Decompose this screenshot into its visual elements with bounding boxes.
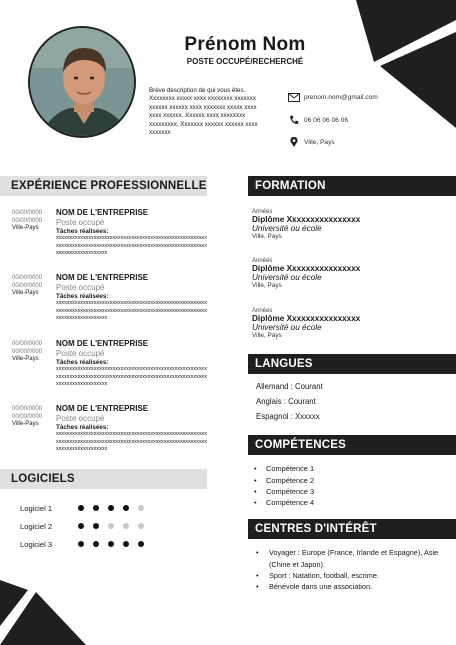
start-date: 00/00/0000 (12, 341, 43, 347)
contact-email (286, 93, 378, 102)
experience-dates (12, 275, 42, 298)
education-city: Ville, Pays (252, 332, 282, 339)
start-date: 00/00/0000 (12, 210, 43, 216)
skill-label: Compétence 4 (266, 498, 315, 507)
company-name: NOM DE L'ENTREPRISE (56, 404, 149, 413)
rating-dot-filled (93, 523, 99, 529)
experience-heading: EXPÉRIENCE PROFESSIONNELLE (0, 176, 207, 196)
experience-city: Ville-Pays (12, 290, 39, 296)
bullet-icon: • (256, 548, 259, 557)
languages-heading: LANGUES (248, 354, 456, 374)
language-item: Anglais : Courant (256, 397, 316, 406)
experience-city: Ville-Pays (12, 421, 39, 427)
experience-dates (12, 341, 42, 364)
skill-item (254, 498, 314, 507)
phone-icon (286, 115, 302, 125)
education-year: Années (252, 209, 273, 215)
profile-photo (28, 26, 136, 138)
bullet-icon: • (254, 476, 257, 485)
skill-label: Compétence 3 (266, 487, 315, 496)
education-heading: FORMATION (248, 176, 456, 196)
interest-item (256, 547, 442, 570)
tasks-text: xxxxxxxxxxxxxxxxxxxxxxxxxxxxxxxxxxxxxxxxxxxxxxxxxxxxxxxxxxxxxxxxxxxxxxxxxxxxxxxxxxxxxxxxxxxxxxxxxxxxxxxxxxxxxxxxxxxxxxxxxxxxxxxxxxx (56, 366, 207, 388)
end-date: 00/00/0000 (12, 348, 43, 355)
rating-dot-filled (78, 523, 84, 529)
tasks-text: xxxxxxxxxxxxxxxxxxxxxxxxxxxxxxxxxxxxxxxxxxxxxxxxxxxxxxxxxxxxxxxxxxxxxxxxxxxxxxxxxxxxxxxxxxxxxxxxxxxxxxxxxxxxxxxxxxxxxxxxxxxxxxxxxxx (56, 235, 207, 257)
interest-label: Sport : Natation, football, escrime. (269, 571, 379, 580)
end-date: 00/00/0000 (12, 217, 43, 224)
full-name: Prénom Nom (184, 34, 306, 55)
education-item (252, 258, 442, 289)
experience-city: Ville-Pays (12, 225, 39, 231)
bullet-icon: • (256, 571, 259, 580)
tasks-text: xxxxxxxxxxxxxxxxxxxxxxxxxxxxxxxxxxxxxxxxxxxxxxxxxxxxxxxxxxxxxxxxxxxxxxxxxxxxxxxxxxxxxxxxxxxxxxxxxxxxxxxxxxxxxxxxxxxxxxxxxxxxxxxxxxx (56, 300, 207, 322)
software-name: Logiciel 2 (20, 522, 53, 531)
bullet-icon: • (256, 582, 259, 591)
skill-label: Compétence 1 (266, 464, 315, 473)
start-date: 00/00/0000 (12, 406, 43, 412)
job-role: Poste occupé (56, 414, 105, 423)
contact-phone (286, 115, 348, 125)
job-role: Poste occupé (56, 218, 105, 227)
bullet-icon: • (254, 487, 257, 496)
interest-item (256, 581, 442, 593)
end-date: 00/00/0000 (12, 413, 43, 420)
language-item: Allemand : Courant (256, 382, 323, 391)
phone-text: 06 06 06 06 06 (304, 116, 348, 124)
location-text: Ville, Pays (304, 138, 335, 146)
education-city: Ville, Pays (252, 282, 282, 289)
experience-dates (12, 210, 42, 233)
company-name: NOM DE L'ENTREPRISE (56, 208, 149, 217)
profile-description: Brève description de qui vous êtes. Xxxxxxxx xxxxx xxxx xxxxxxxx xxxxxxx xxxxxx xxxxxx xxxx xxxxxxx xxxxx xxxx xxxx xxxxxx. Xxxxxx xxxx xxxxxxxx xxxxxxxxx. Xxxxxxx xxxxxx xxxxxx xxxx xxxxxxx (149, 87, 258, 137)
job-title: POSTE OCCUPÉ/RECHERCHÉ (186, 57, 304, 66)
software-heading: LOGICIELS (0, 469, 207, 489)
education-item (252, 308, 442, 339)
start-date: 00/00/0000 (12, 275, 43, 281)
rating-dot-filled (108, 541, 114, 547)
education-school: Université ou école (252, 323, 322, 332)
education-school: Université ou école (252, 224, 322, 233)
envelope-icon (286, 93, 302, 102)
skill-label: Compétence 2 (266, 476, 315, 485)
rating-dot-empty (138, 523, 144, 529)
bullet-icon: • (254, 464, 257, 473)
interests-heading: CENTRES D'INTÉRÊT (248, 519, 456, 539)
rating-dot-filled (108, 505, 114, 511)
rating-dot-filled (93, 505, 99, 511)
end-date: 00/00/0000 (12, 282, 43, 289)
company-name: NOM DE L'ENTREPRISE (56, 273, 149, 282)
rating-dot-filled (123, 541, 129, 547)
tasks-label: Tâches réalisées: (56, 293, 109, 300)
rating-dot-empty (123, 523, 129, 529)
skill-item (254, 476, 314, 485)
bullet-icon: • (254, 498, 257, 507)
language-item: Espagnol : Xxxxxx (256, 412, 320, 421)
email-text: prenom.nom@gmail.com (304, 94, 378, 101)
rating-dot-empty (108, 523, 114, 529)
education-city: Ville, Pays (252, 233, 282, 240)
tasks-text: xxxxxxxxxxxxxxxxxxxxxxxxxxxxxxxxxxxxxxxxxxxxxxxxxxxxxxxxxxxxxxxxxxxxxxxxxxxxxxxxxxxxxxxxxxxxxxxxxxxxxxxxxxxxxxxxxxxxxxxxxxxxxxxxxxx (56, 431, 207, 453)
tasks-label: Tâches réalisées: (56, 228, 109, 235)
top-right-decoration (330, 0, 456, 130)
job-role: Poste occupé (56, 349, 105, 358)
bottom-left-decoration (0, 580, 90, 645)
company-name: NOM DE L'ENTREPRISE (56, 339, 149, 348)
education-year: Années (252, 308, 273, 314)
location-pin-icon (286, 137, 302, 147)
tasks-label: Tâches réalisées: (56, 359, 109, 366)
interest-label: Voyager : Europe (France, Irlande et Espagne), Asie (Chine et Japon). (269, 548, 439, 569)
rating-dot-filled (138, 541, 144, 547)
software-name: Logiciel 3 (20, 540, 53, 549)
rating-dot-filled (78, 541, 84, 547)
rating-dot-filled (93, 541, 99, 547)
interest-item (256, 570, 442, 582)
skills-heading: COMPÉTENCES (248, 435, 456, 455)
education-degree: Diplôme Xxxxxxxxxxxxxxxx (252, 264, 361, 273)
education-school: Université ou école (252, 273, 322, 282)
skill-item (254, 487, 314, 496)
rating-dot-filled (123, 505, 129, 511)
interest-label: Bénévole dans une association. (269, 582, 373, 591)
rating-dot-empty (138, 505, 144, 511)
education-item (252, 209, 442, 240)
education-degree: Diplôme Xxxxxxxxxxxxxxxx (252, 314, 361, 323)
tasks-label: Tâches réalisées: (56, 424, 109, 431)
contact-location (286, 137, 335, 147)
skill-item (254, 464, 314, 473)
experience-dates (12, 406, 42, 429)
job-role: Poste occupé (56, 283, 105, 292)
education-year: Années (252, 258, 273, 264)
education-degree: Diplôme Xxxxxxxxxxxxxxxx (252, 215, 361, 224)
rating-dot-filled (78, 505, 84, 511)
experience-city: Ville-Pays (12, 356, 39, 362)
software-name: Logiciel 1 (20, 504, 53, 513)
